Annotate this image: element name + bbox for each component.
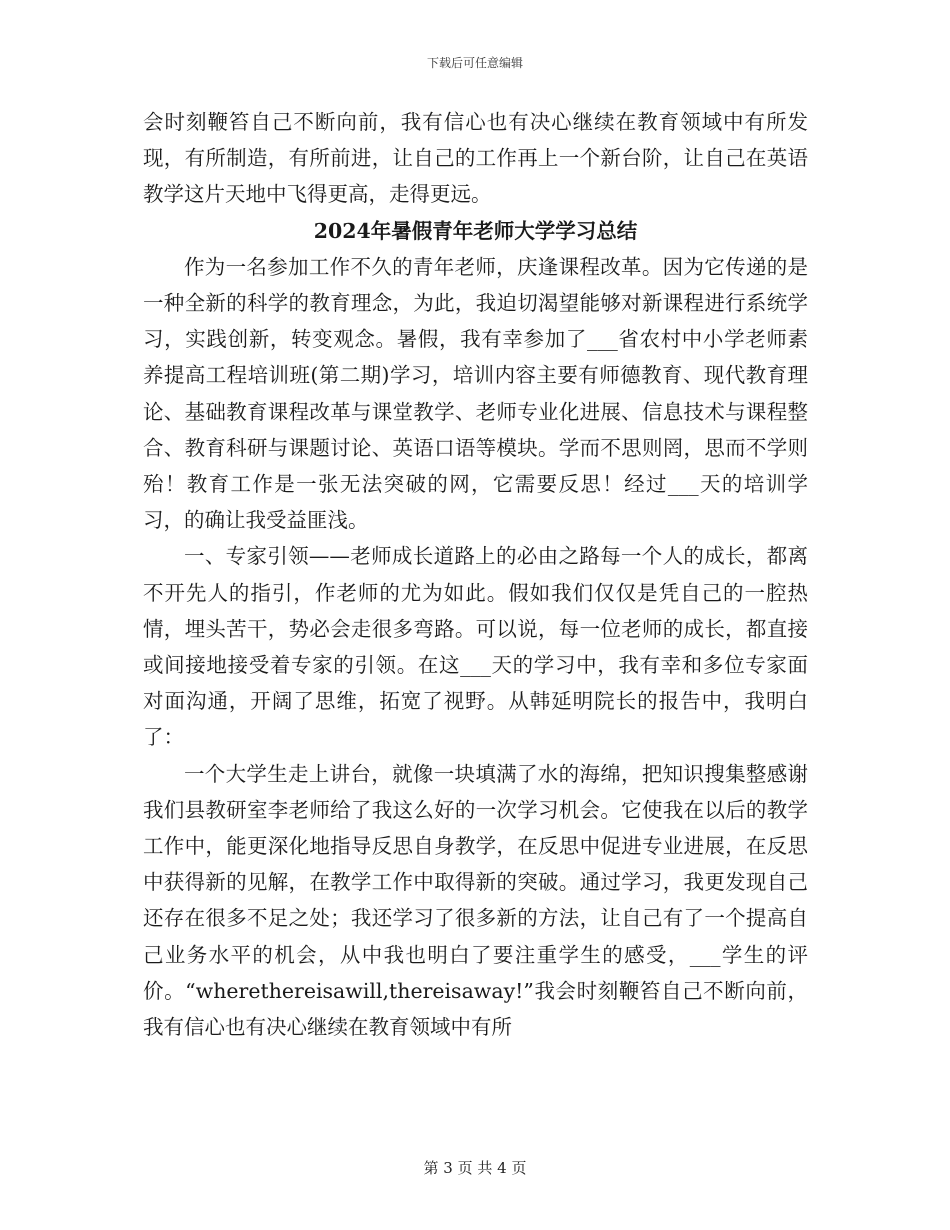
paragraph-1: 作为一名参加工作不久的青年老师，庆逢课程改革。因为它传递的是一种全新的科学的教育理念，为此，我迫切渴望能够对新课程进行系统学习，实践创新，转变观念。暑假，我有幸参加了___省农村中小学老师素养提高工程培训班(第二期)学习，培训内容主要有师德教育、现代教育理论、基础教育课程改革与课堂教学、老师专业化进展、信息技术与课程整合、教育科研与课题讨论、英语口语等模块。学而不思则罔，思而不学则殆！教育工作是一张无法突破的网，它需要反思！经过___天的培训学习，的确让我受益匪浅。 bbox=[143, 254, 808, 533]
page-number-footer: 第 3 页 共 4 页 bbox=[423, 1159, 527, 1177]
document-body bbox=[143, 104, 808, 1045]
paragraph-3: 一个大学生走上讲台，就像一块填满了水的海绵，把知识搜集整感谢我们县教研室李老师给了我这么好的一次学习机会。它使我在以后的教学工作中，能更深化地指导反思自身教学，在反思中促进专业进展，在反思中获得新的见解，在教学工作中取得新的突破。通过学习，我更发现自己还存在很多不足之处；我还学习了很多新的方法，让自己有了一个提高自己业务水平的机会，从中我也明白了要注重学生的感受，___学生的评价。“wherethereisawill,thereisaway!”我会时刻鞭笞自己不断向前，我有信心也有决心继续在教育领域中有所 bbox=[143, 761, 808, 1040]
paragraph-2: 一、专家引领——老师成长道路上的必由之路每一个人的成长，都离不开先人的指引，作老师的尤为如此。假如我们仅仅是凭自己的一腔热情，埋头苦干，势必会走很多弯路。可以说，每一位老师的成长，都直接或间接地接受着专家的引领。在这___天的学习中，我有幸和多位专家面对面沟通，开阔了思维，拓宽了视野。从韩延明院长的报告中，我明白了： bbox=[143, 544, 808, 750]
page-header-note: 下载后可任意编辑 bbox=[426, 56, 523, 70]
intro-paragraph: 会时刻鞭笞自己不断向前，我有信心也有决心继续在教育领域中有所发现，有所制造，有所前进，让自己的工作再上一个新台阶，让自己在英语教学这片天地中飞得更高，走得更远。 bbox=[143, 110, 808, 207]
document-title: 2024年暑假青年老师大学学习总结 bbox=[313, 218, 638, 243]
